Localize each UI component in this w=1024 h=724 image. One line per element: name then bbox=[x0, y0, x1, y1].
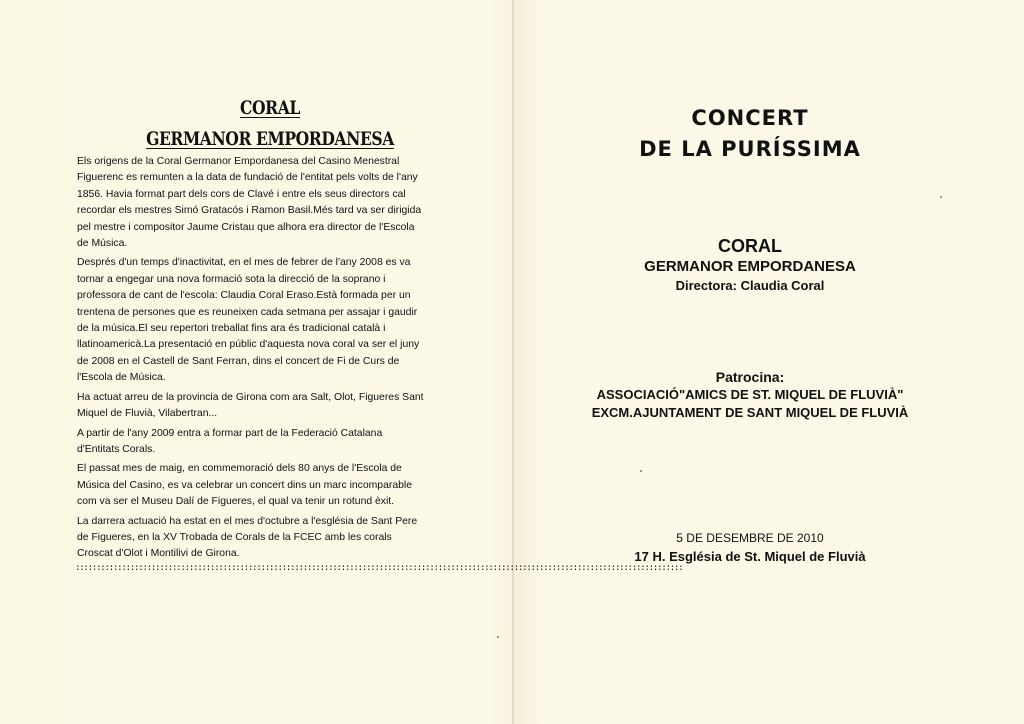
scan-speck bbox=[940, 196, 942, 198]
coral-group-name: GERMANOR EMPORDANESA bbox=[644, 258, 856, 275]
sponsor-label: Patrocina: bbox=[715, 369, 785, 385]
history-paragraph: Ha actuat arreu de la provincia de Girona com ara Salt, Olot, Figueres Sant Miquel de Fluvià, Vilabertran... bbox=[77, 391, 424, 420]
choir-history-text bbox=[60, 154, 427, 563]
history-paragraph: A partir de l'any 2009 entra a formar part de la Federació Catalana d'Entitats Corals. bbox=[77, 427, 383, 455]
dotted-rule: :::::::::::::::::::::::::::::::::::::::::::::::::::::::::::::::::::::::::::::::::::::::::::::::::::::::::::::::::::::::::::::::::::::::::::::::: bbox=[75, 562, 683, 573]
director-line: Directora: Claudia Coral bbox=[675, 278, 825, 293]
history-paragraph: El passat mes de maig, en commemoració dels 80 anys de l'Escola de Música del Casino, es va celebrar un concert dins un marc incomparable com va ser el Museu Dalí de Figueres, el qual va tenir un rotund èxit. bbox=[77, 463, 412, 508]
event-details bbox=[540, 530, 960, 566]
event-time-place: 17 H. Església de St. Miquel de Fluvià bbox=[634, 549, 866, 564]
history-paragraph: La darrera actuació ha estat en el mes d'octubre a l'església de Sant Pere de Figueres, en la XV Trobada de Corals de la FCEC amb les corals Croscat d'Olot i Montilivi de Girona. bbox=[77, 515, 418, 560]
coral-name: CORAL bbox=[718, 236, 782, 256]
performer-block bbox=[540, 235, 960, 295]
page-fold bbox=[512, 0, 514, 724]
left-panel bbox=[60, 95, 683, 578]
history-paragraph: Després d'un temps d'inactivitat, en el mes de febrer de l'any 2008 es va tornar a engegar una nova formació sota la direcció de la soprano i professora de cant de l'escola: Claudia Coral Eraso.Està formada per un trentena de persones que es reuneixen cada setmana per assajar i gaudir de la música.El seu repertori treballat fins ara és tradicional català i llatinoamericà.La presentació en públic d'aquesta nova coral va ser el juny de 2008 en el Castell de Sant Ferran, dins el concert de Fi de Curs de l'Escola de Música. bbox=[77, 257, 420, 384]
event-date: 5 DE DESEMBRE DE 2010 bbox=[676, 531, 824, 545]
scan-speck bbox=[497, 636, 499, 638]
concert-title-line1: CONCERT bbox=[691, 106, 809, 130]
choir-title-line2: GERMANOR EMPORDANESA bbox=[146, 128, 394, 150]
scan-speck bbox=[640, 470, 642, 472]
sponsor-council: EXCM.AJUNTAMENT DE SANT MIQUEL DE FLUVIÀ bbox=[591, 405, 909, 420]
choir-title-line1: CORAL bbox=[240, 97, 300, 119]
sponsor-association: ASSOCIACIÓ"AMICS DE ST. MIQUEL DE FLUVIÀ" bbox=[596, 387, 904, 402]
concert-title-line2: DE LA PURÍSSIMA bbox=[639, 137, 861, 161]
history-paragraph: Els origens de la Coral Germanor Empordanesa del Casino Menestral Figuerenc es remunten a la data de fundació de l'entitat pels volts de l'any 1856. Havia format part dels cors de Clavé i entre els seus directors cal recordar els mestres Simó Gratacós i Ramon Basil.Més tard va ser dirigida pel mestre i compositor Jaume Cristau que alhora era director de l'Escola de Música. bbox=[77, 156, 422, 250]
sponsor-block bbox=[540, 368, 960, 422]
